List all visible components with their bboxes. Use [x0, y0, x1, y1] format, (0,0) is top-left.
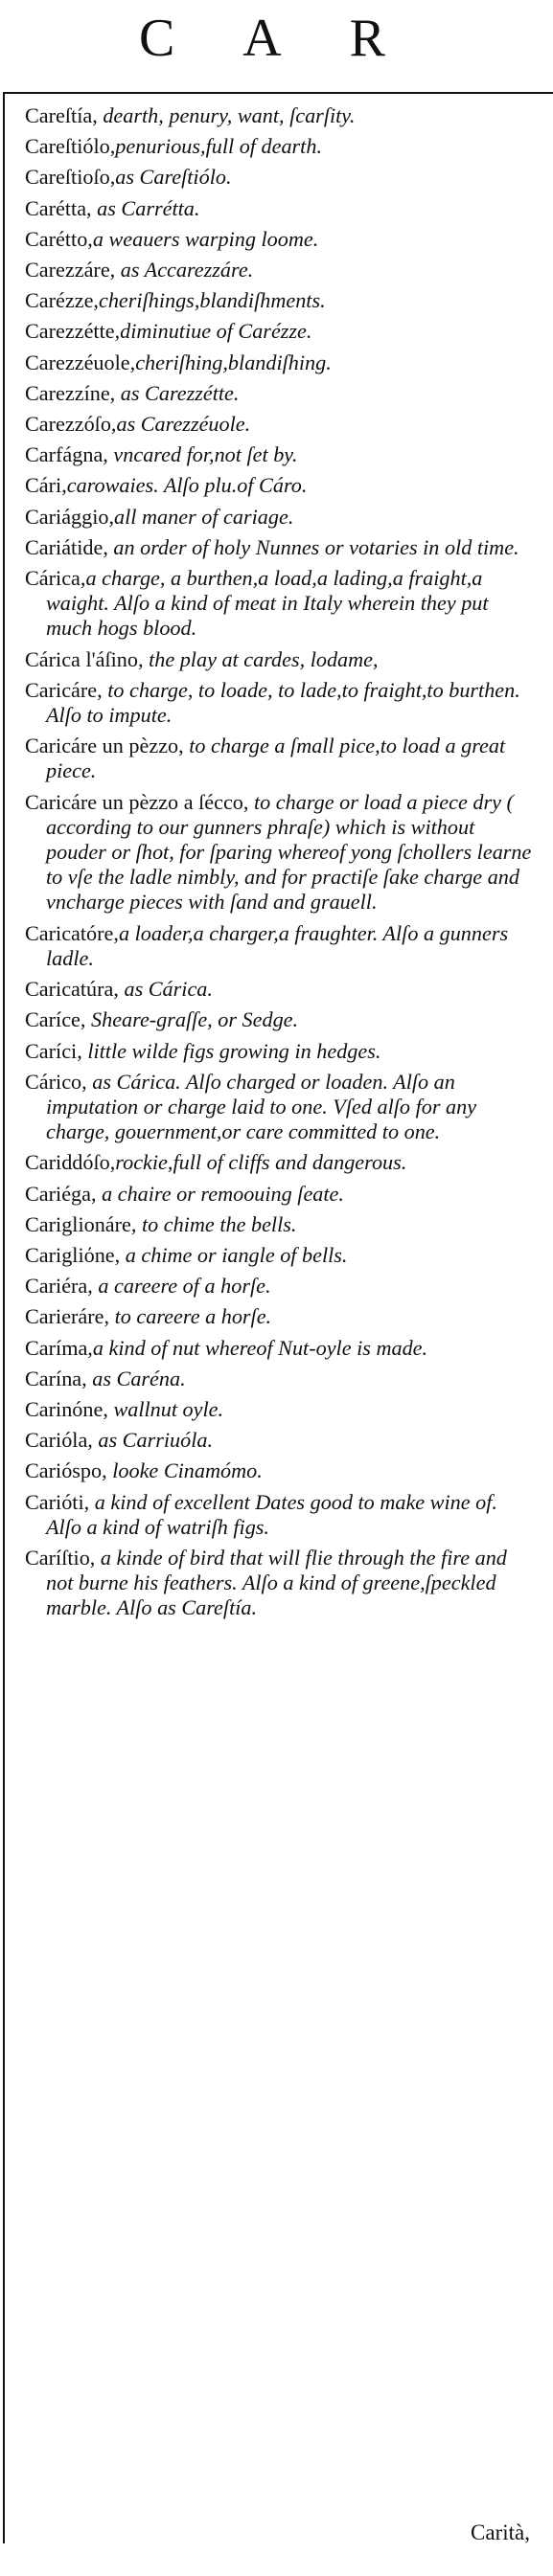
dictionary-entry — [25, 1212, 537, 1237]
page-header — [0, 0, 553, 92]
dictionary-entry — [25, 921, 537, 971]
entry-definition: a kinde of bird that will flie through the fire and not burne his feathers. Alſo a kind of greene,ſpeckled marble. Alſo as Careſtía. — [46, 1545, 507, 1620]
entry-definition: vncared for,not ſet by. — [107, 442, 298, 467]
dictionary-entry — [25, 165, 537, 190]
entry-headword: Carezzíne, — [25, 380, 116, 405]
dictionary-entry — [25, 103, 537, 128]
column-rule — [3, 92, 5, 2543]
entry-headword: Cárica l'áſino, — [25, 646, 144, 671]
dictionary-entry — [25, 1546, 537, 1621]
entry-headword: Cariglionáre, — [25, 1211, 137, 1236]
dictionary-entry — [25, 1150, 537, 1175]
entry-headword: Carfágna, — [25, 442, 108, 467]
dictionary-entry — [25, 350, 537, 375]
dictionary-entry — [25, 566, 537, 642]
dictionary-entry — [25, 288, 537, 313]
entry-definition: as Accarezzáre. — [115, 258, 254, 282]
dictionary-entry — [25, 1458, 537, 1483]
dictionary-entry — [25, 1007, 537, 1032]
entry-definition: as Cárica. Alſo charged or loaden. Alſo an imputation or charge laid to one. Vſed alſo for any charge, gouernment,or care committed to one. — [46, 1069, 477, 1144]
entry-definition: carowaies. Alſo plu.of Cáro. — [66, 473, 308, 498]
entry-definition: looke Cinamómo. — [106, 1458, 263, 1483]
entry-headword: Cárico, — [25, 1069, 87, 1094]
entry-definition: a careere of a horſe. — [92, 1274, 271, 1299]
dictionary-entry — [25, 1428, 537, 1453]
entry-headword: Caricatúra, — [25, 977, 119, 1002]
catchword: Carità, — [471, 2520, 530, 2544]
dictionary-entry — [25, 134, 537, 159]
header-rule — [3, 92, 553, 94]
dictionary-entry — [25, 227, 537, 252]
entry-headword: Carezzáre, — [25, 258, 116, 282]
entry-definition: an order of holy Nunnes or votaries in old time. — [107, 534, 519, 559]
entry-definition: cheriſhing,blandiſhing. — [135, 350, 332, 374]
dictionary-entry — [25, 1304, 537, 1329]
entry-definition: as Carrétta. — [91, 195, 200, 220]
entry-headword: Careſtía, — [25, 103, 98, 127]
entry-definition: as Carezzéuole. — [116, 412, 251, 437]
entry-definition: a kind of nut whereof Nut-oyle is made. — [92, 1335, 428, 1360]
entry-definition: Sheare-graſſe, or Sedge. — [85, 1007, 299, 1032]
entry-definition: as Careſtiólo. — [115, 165, 232, 190]
entry-headword: Carína, — [25, 1366, 87, 1390]
entry-definition: wallnut oyle. — [107, 1396, 224, 1421]
entry-definition: rockie,full of cliffs and dangerous. — [115, 1150, 407, 1175]
entry-definition: a weauers warping loome. — [92, 226, 319, 251]
entry-definition: a kind of excellent Dates good to make wine of. Alſo a kind of watriſh figs. — [46, 1489, 497, 1539]
dictionary-entry — [25, 535, 537, 560]
dictionary-entry — [25, 734, 537, 783]
entry-definition: to charge, to loade, to lade,to fraight,to burthen. Alſo to impute. — [46, 677, 520, 728]
entry-headword: Caricatóre, — [25, 920, 119, 945]
dictionary-entry — [25, 1243, 537, 1268]
entry-definition: as Caréna. — [86, 1366, 186, 1390]
entry-headword: Carézze, — [25, 288, 99, 313]
entry-headword: Carióla, — [25, 1428, 93, 1453]
dictionary-entry — [25, 790, 537, 915]
entry-headword: Cariéra, — [25, 1274, 93, 1299]
entry-headword: Cárica, — [25, 566, 86, 591]
entry-definition: a chaire or remoouing ſeate. — [96, 1181, 344, 1206]
entry-definition: to charge or load a piece dry ( according to our gunners phraſe) which is without pouder or ſhot, for ſparing whereof yong ſchollers learne to vſe the ladle nimbly, and for practiſe ſake charge and vncharge pieces with ſand and grauell. — [46, 789, 532, 915]
entry-headword: Carezzétte, — [25, 319, 121, 344]
entry-headword: Caríce, — [25, 1007, 86, 1032]
dictionary-entry — [25, 1367, 537, 1391]
dictionary-entry — [25, 196, 537, 221]
entry-headword: Carióspo, — [25, 1458, 107, 1483]
entry-definition: diminutiue of Carézze. — [120, 319, 312, 344]
entry-headword: Carétto, — [25, 226, 93, 251]
entry-definition: the play at cardes, lodame, — [143, 646, 379, 671]
entry-headword: Carezzóſo, — [25, 412, 117, 437]
entry-headword: Cariddóſo, — [25, 1150, 116, 1175]
entry-definition: as Cárica. — [118, 977, 213, 1002]
entry-headword: Cariággio, — [25, 504, 115, 529]
entry-definition: little wilde figs growing in hedges. — [81, 1038, 381, 1063]
dictionary-entry — [25, 1397, 537, 1422]
dictionary-entry — [25, 381, 537, 406]
dictionary-entry — [25, 473, 537, 498]
entry-definition: a charge, a burthen,a load,a lading,a fraight,a waight. Alſo a kind of meat in Italy wherein they put much hogs blood. — [46, 566, 489, 641]
entry-headword: Carióti, — [25, 1489, 90, 1514]
entry-definition: penurious,full of dearth. — [115, 134, 322, 159]
dictionary-entry — [25, 678, 537, 728]
entry-headword: Careſtiólo, — [25, 134, 116, 159]
dictionary-entry — [25, 505, 537, 530]
dictionary-entry — [25, 1039, 537, 1064]
entry-headword: Carieráre, — [25, 1304, 110, 1329]
dictionary-entry — [25, 1336, 537, 1361]
entry-list — [25, 103, 537, 1627]
entry-headword: Carétta, — [25, 195, 92, 220]
entry-headword: Cári, — [25, 473, 67, 498]
entry-headword: Carinóne, — [25, 1396, 108, 1421]
entry-definition: dearth, penury, want, ſcarſity. — [97, 103, 356, 127]
dictionary-entry — [25, 1070, 537, 1145]
entry-headword: Caricáre un pèzzo, — [25, 734, 184, 758]
entry-headword: Caríſtio, — [25, 1545, 96, 1570]
running-head: C A R — [139, 9, 414, 68]
entry-headword: Caricáre, — [25, 677, 103, 702]
dictionary-entry — [25, 319, 537, 344]
entry-headword: Careſtioſo, — [25, 165, 116, 190]
entry-definition: a chime or iangle of bells. — [120, 1242, 348, 1267]
entry-headword: Caríma, — [25, 1335, 93, 1360]
entry-definition: to chime the bells. — [136, 1211, 297, 1236]
dictionary-entry — [25, 412, 537, 437]
entry-definition: as Carezzétte. — [115, 380, 240, 405]
dictionary-entry — [25, 1274, 537, 1299]
entry-definition: as Carriuóla. — [92, 1428, 213, 1453]
dictionary-entry — [25, 258, 537, 282]
entry-headword: Cariéga, — [25, 1181, 97, 1206]
entry-definition: all maner of cariage. — [114, 504, 294, 529]
entry-headword: Cariátide, — [25, 534, 108, 559]
dictionary-entry — [25, 977, 537, 1002]
entry-headword: Carigliόne, — [25, 1242, 121, 1267]
dictionary-entry — [25, 1490, 537, 1540]
entry-headword: Carezzéuole, — [25, 350, 136, 374]
entry-headword: Caricáre un pèzzo a ſécco, — [25, 789, 249, 814]
dictionary-entry — [25, 647, 537, 672]
entry-definition: a loader,a charger,a fraughter. Alſo a gunners ladle. — [46, 920, 509, 970]
entry-definition: to careere a horſe. — [109, 1304, 272, 1329]
entry-definition: to charge a ſmall pice,to load a great piece. — [46, 734, 506, 783]
dictionary-entry — [25, 1182, 537, 1207]
entry-definition: cheriſhings,blandiſhments. — [98, 288, 326, 313]
entry-headword: Caríci, — [25, 1038, 82, 1063]
dictionary-entry — [25, 442, 537, 467]
